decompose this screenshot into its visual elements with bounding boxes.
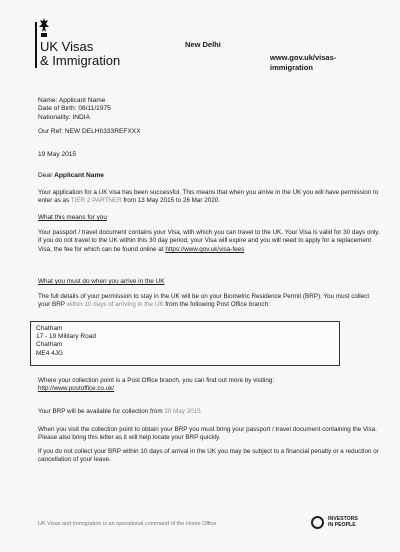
brp-date: 20 May 2015 [164,408,201,415]
website-line1: www.gov.uk/visas- [270,53,337,62]
intro-text: Your application for a UK visa has been successful. This means that when you arrive in the UK you will have permission to enter as as [38,189,379,205]
brp-paragraph [38,408,380,416]
section-heading-arrival: What you must do when you arrive in the UK [38,278,165,285]
royal-crest-icon [38,18,50,38]
intro-paragraph [38,189,380,206]
salutation [38,172,104,179]
applicant-details [38,97,111,122]
section-heading-meaning: What this means for you [38,214,107,221]
salutation-name: Applicant Name [54,172,104,179]
iip-line1: INVESTORS [328,516,358,522]
logo-bar [35,22,37,68]
applicant-name: Name: Applicant Name [38,97,106,104]
post-office-address [30,321,340,366]
section1-text: Your passport / travel document contains your Visa, with which you can travel to the UK. Your Visa is valid for 30 days only. If you do not travel to the UK within this 30 day period, your Visa will expire and you will need to apply for a replacement Visa, the fee for which can be found online at [38,229,380,253]
section1-paragraph [38,229,380,254]
visa-fees-link[interactable]: https://www.gov.uk/visa-fees [165,245,245,253]
address-line2: 17 - 19 Military Road [36,333,96,341]
intro-dates: from 13 May 2015 to 26 Mar 2020. [123,197,221,205]
address-line4: ME4 4JG [36,349,64,357]
section2-text-b: from the following Post Office branch: [165,301,270,309]
org-name-line2: & Immigration [40,53,121,68]
visa-type: TIER 2 PARTNER [70,197,122,205]
section2-text-a: The full details of your permission to stay in the UK will be on your Biometric Residence Permit (BRP). You must collect your BRP [38,293,370,309]
iip-line2: IN PEOPLE [328,522,356,529]
brp-text: Your BRP will be available for collection from [38,408,163,415]
section2-text-faint: within 10 days of arriving in the UK [66,301,164,309]
section2-paragraph [38,293,380,310]
reference-number: Our Ref: NEW DELHI\333REFXXX [38,128,141,135]
collection-text: Where your collection point is a Post Office branch, you can find out more by visiting: [38,377,275,384]
office-location: New Delhi [185,40,221,49]
footer-text: UK Visas and Immigration is an operational command of the Home Office [38,521,217,527]
address-line1: Chatham [36,325,63,332]
address-line3: Chatham [36,341,63,349]
org-logo-text [40,40,120,68]
website-address [270,53,380,73]
post-office-link[interactable]: http://www.postoffice.co.uk/ [38,385,115,393]
salutation-word: Dear [38,172,53,179]
investors-in-people-icon [311,516,324,529]
applicant-nationality: Nationality: INDIA [38,113,91,121]
applicant-dob: Date of Birth: 08/11/1975 [38,105,111,113]
org-name-line1: UK Visas [40,39,94,54]
visit-paragraph: When you visit the collection point to obtain your BRP you must bring your passport / travel document containing the Visa. Please also bring this letter as it will help locate your BRP quickly. [38,426,377,442]
warning-paragraph: If you do not collect your BRP within 10 days of arrival in the UK you may be subject to a financial penalty or a reduction or cancellation of your leave. [38,448,379,464]
investors-in-people-logo [328,516,358,528]
letter-date: 19 May 2015 [38,151,77,158]
website-line2: immigration [270,63,313,72]
collection-paragraph [38,377,380,394]
